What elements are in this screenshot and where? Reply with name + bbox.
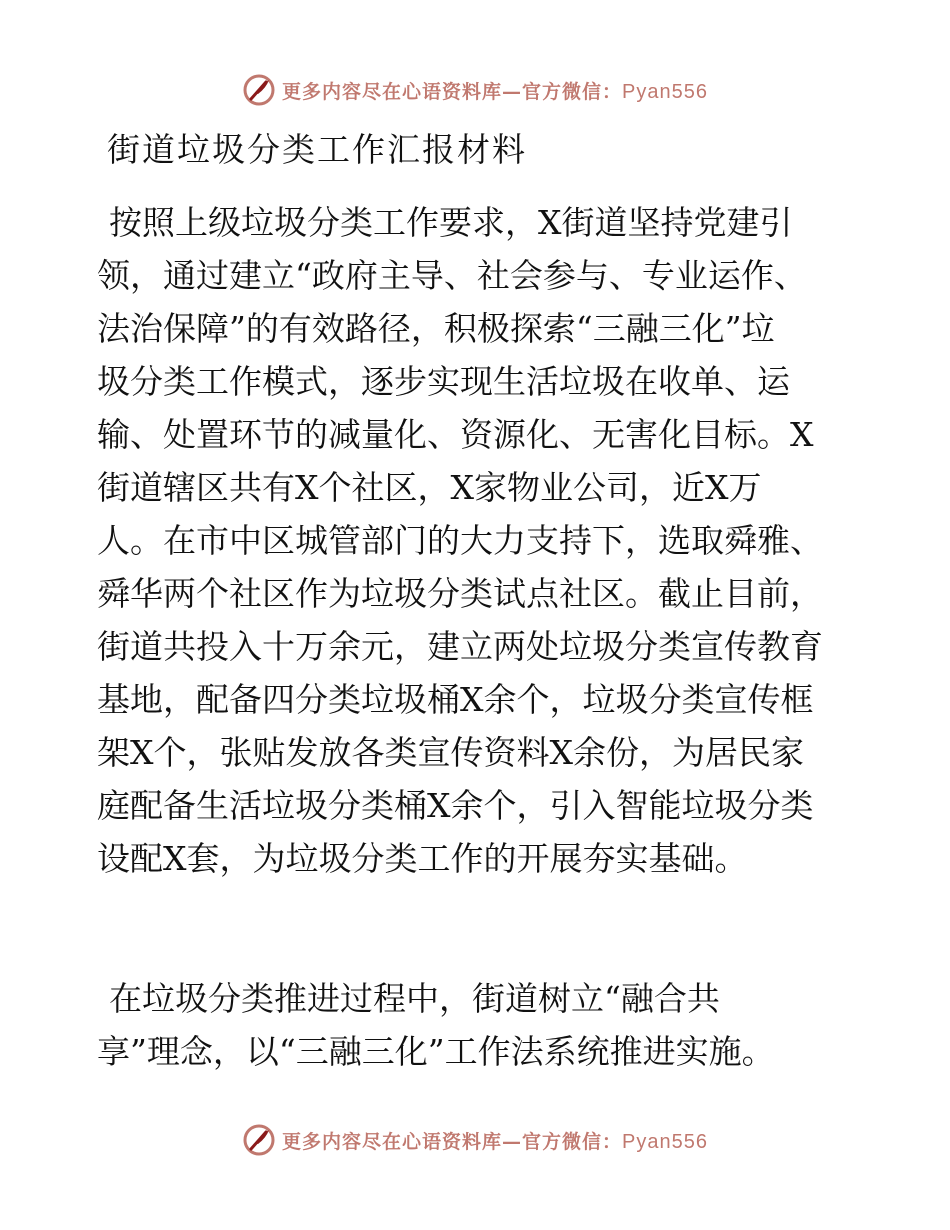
paragraph-line: 架X个，张贴发放各类宣传资料X余份，为居民家 [97,733,804,772]
paragraph-line: 设配X套，为垃圾分类工作的开展夯实基础。 [97,839,748,878]
paragraph-line: 领，通过建立“政府主导、社会参与、专业运作、 [97,256,807,295]
paragraph-line: 街道辖区共有X个社区，X家物业公司，近X万 [97,468,762,507]
footer-watermark-banner [0,1120,950,1160]
wechat-id: Pyan556 [622,80,708,103]
paragraph-line: 法治保障”的有效路径，积极探索“三融三化”垃 [97,309,775,348]
paragraph-line: 在垃圾分类推进过程中，街道树立“融合共 [109,979,720,1018]
header-watermark-banner [0,70,950,110]
watermark-text: 更多内容尽在心语资料库—官方微信：Pyan556 [282,1130,708,1153]
paragraph-line: 享”理念，以“三融三化”工作法系统推进实施。 [97,1032,775,1071]
feather-logo-icon [242,1123,276,1157]
page-title: 街道垃圾分类工作汇报材料 [107,130,527,169]
paragraph-line: 街道共投入十万余元，建立两处垃圾分类宣传教育 [97,627,823,666]
paragraph-line: 基地，配备四分类垃圾桶X余个，垃圾分类宣传框 [97,680,814,719]
paragraph-line: 人。在市中区城管部门的大力支持下，选取舜雅、 [97,521,823,560]
paragraph-line: 输、处置环节的减量化、资源化、无害化目标。X [97,415,814,454]
feather-logo-icon [242,73,276,107]
paragraph-line: 舜华两个社区作为垃圾分类试点社区。截止目前， [97,574,823,613]
body-paragraph-2 [97,972,852,1078]
paragraph-line: 圾分类工作模式，逐步实现生活垃圾在收单、运 [97,362,790,401]
wechat-id: Pyan556 [622,1130,708,1153]
paragraph-line: 按照上级垃圾分类工作要求，X街道坚持党建引 [109,203,793,242]
watermark-text: 更多内容尽在心语资料库—官方微信：Pyan556 [282,80,708,103]
body-paragraph-1 [97,196,852,885]
paragraph-line: 庭配备生活垃圾分类桶X余个，引入智能垃圾分类 [97,786,814,825]
